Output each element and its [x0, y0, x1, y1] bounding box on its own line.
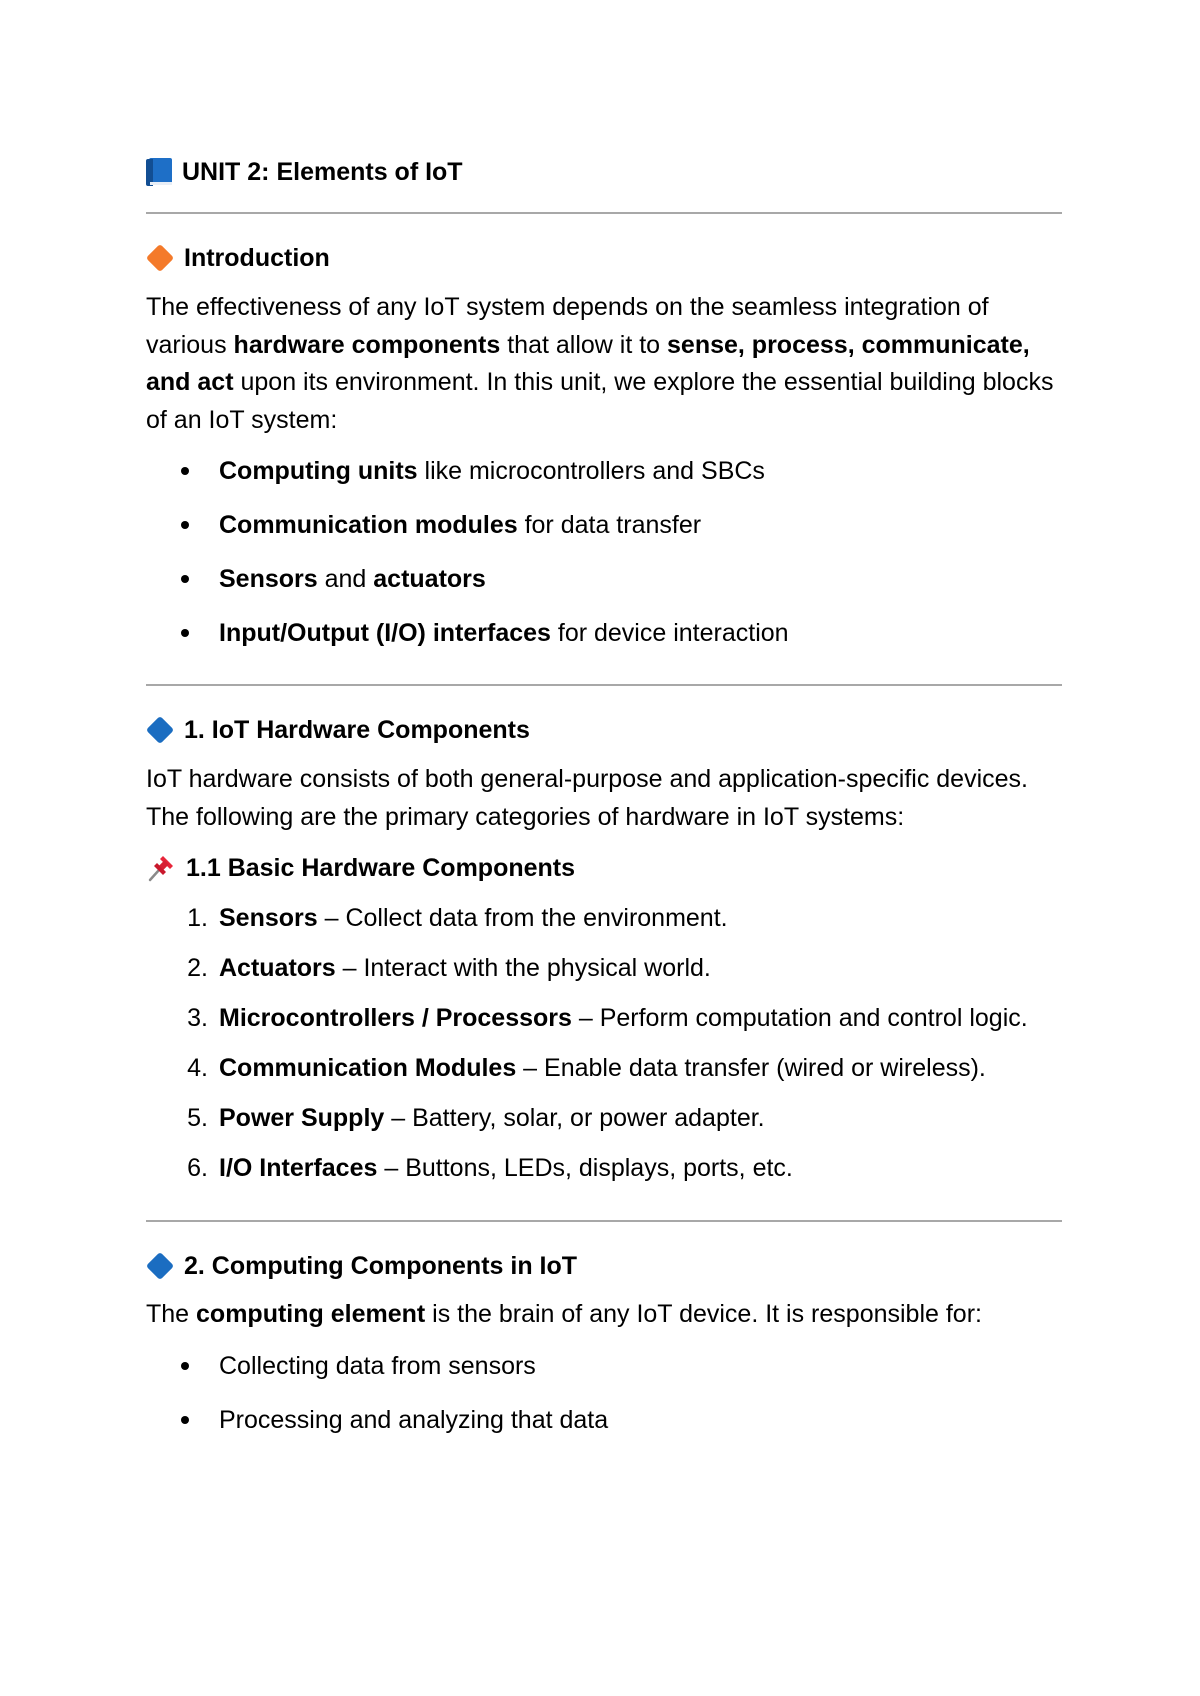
section1-heading-row: [146, 712, 1062, 748]
intro-heading: Introduction: [184, 243, 330, 272]
list-item: 1. Sensors – Collect data from the environment.: [187, 904, 728, 932]
unit-title: UNIT 2: Elements of IoT: [182, 157, 463, 186]
list-item: 5. Power Supply – Battery, solar, or power adapter.: [187, 1104, 765, 1132]
blue-diamond-icon: [146, 716, 174, 744]
list-item: 4. Communication Modules – Enable data transfer (wired or wireless).: [187, 1054, 986, 1082]
blue-diamond-icon: [146, 1252, 174, 1280]
section1-subheading-row: [146, 850, 1062, 886]
list-item: 3. Microcontrollers / Processors – Perform computation and control logic.: [187, 1004, 1028, 1032]
list-item: Computing units like microcontrollers and SBCs: [146, 453, 1062, 489]
list-item: Input/Output (I/O) interfaces for device interaction: [146, 615, 1062, 651]
document-content: [146, 146, 1062, 1438]
hardware-numbered-list: [146, 900, 1062, 1186]
section2-bullet-list: [146, 1348, 1062, 1438]
orange-diamond-icon: [146, 244, 174, 272]
section1-heading: 1. IoT Hardware Components: [184, 715, 530, 744]
section2-heading: 2. Computing Components in IoT: [184, 1251, 578, 1280]
section1-subheading: 1.1 Basic Hardware Components: [186, 853, 576, 882]
intro-paragraph: The effectiveness of any IoT system depends on the seamless integration of various hardware components that allow it to sense, process, communicate, and act upon its environment. In this unit, we explore the essential building blocks of an IoT system:: [146, 293, 1054, 434]
intro-bullet-list: [146, 453, 1062, 651]
list-item: 6. I/O Interfaces – Buttons, LEDs, displays, ports, etc.: [187, 1154, 793, 1182]
section2-heading-row: [146, 1248, 1062, 1284]
section1-paragraph: IoT hardware consists of both general-purpose and application-specific devices. The following are the primary categories of hardware in IoT systems:: [146, 765, 1028, 831]
list-item: Sensors and actuators: [146, 561, 1062, 597]
list-item: Processing and analyzing that data: [146, 1402, 1062, 1438]
book-icon: [146, 158, 172, 186]
list-item: Collecting data from sensors: [146, 1348, 1062, 1384]
section2-paragraph: The computing element is the brain of any IoT device. It is responsible for:: [146, 1300, 982, 1328]
intro-heading-row: [146, 240, 1062, 276]
list-item: 2. Actuators – Interact with the physical world.: [187, 954, 711, 982]
pushpin-icon: [146, 853, 176, 883]
list-item: Communication modules for data transfer: [146, 507, 1062, 543]
unit-title-row: [146, 150, 1062, 194]
